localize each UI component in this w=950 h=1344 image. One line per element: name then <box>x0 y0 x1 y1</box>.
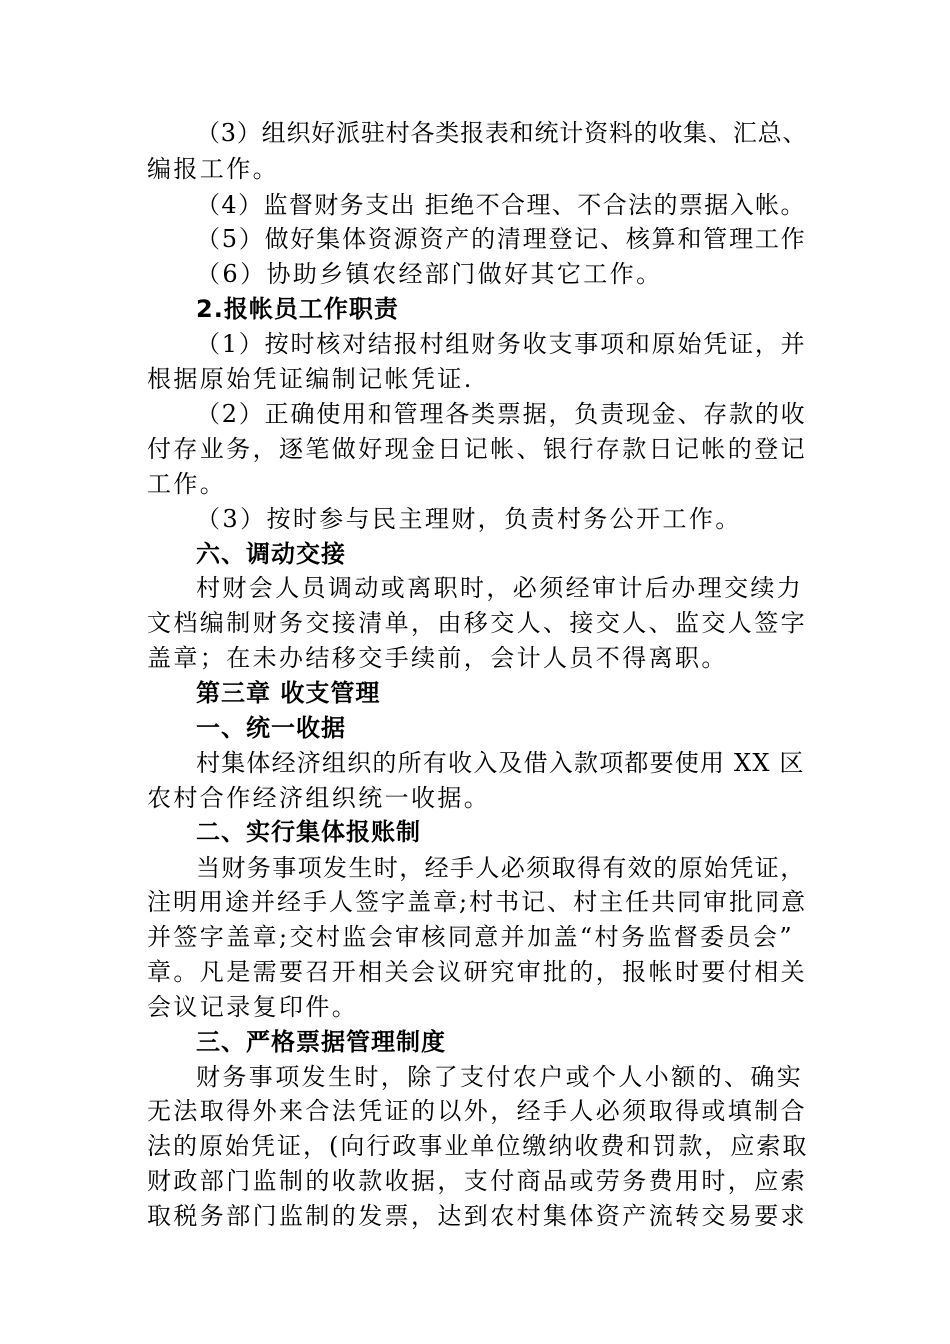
paragraph-line: （4）监督财务支出 拒绝不合理、不合法的票据入帐。 <box>196 191 806 219</box>
section-heading: 六、调动交接 <box>196 540 346 568</box>
section-heading: 2.报帐员工作职责 <box>196 295 399 323</box>
paragraph-line: 农村合作经济组织统一收据。 <box>147 784 491 812</box>
paragraph-line: 会议记录复印件。 <box>147 993 359 1021</box>
paragraph-line: （3）按时参与民主理财，负责村务公开工作。 <box>196 505 742 533</box>
paragraph-line: （5）做好集体资源资产的清理登记、核算和管理工作 <box>196 225 807 253</box>
paragraph-line: 取税务部门监制的发票，达到农村集体资产流转交易要求 <box>147 1202 807 1230</box>
paragraph-line: 财政部门监制的收款收据，支付商品或劳务费用时，应索 <box>147 1167 807 1195</box>
paragraph-line: 并签字盖章;交村监会审核同意并加盖“村务监督委员会” <box>147 923 795 951</box>
paragraph-line: 文档编制财务交接清单，由移交人、接交人、监交人签字 <box>147 609 807 637</box>
paragraph-line: 工作。 <box>147 470 227 498</box>
paragraph-line: 当财务事项发生时，经手人必须取得有效的原始凭证， <box>196 854 806 882</box>
paragraph-line: 法的原始凭证，(向行政事业单位缴纳收费和罚款，应索取 <box>147 1132 809 1160</box>
paragraph-line: 村财会人员调动或离职时，必须经审计后办理交续力 <box>196 574 804 602</box>
paragraph-line: 盖章；在未办结移交手续前，会计人员不得离职。 <box>147 644 728 672</box>
chapter-heading: 第三章 收支管理 <box>196 679 381 707</box>
paragraph-line: 章。凡是需要召开相关会议研究审批的，报帐时要付相关 <box>147 958 807 986</box>
paragraph-line: 编报工作。 <box>147 155 279 183</box>
paragraph-line: 付存业务，逐笔做好现金日记帐、银行存款日记帐的登记 <box>147 435 807 463</box>
paragraph-line: （2）正确使用和管理各类票据，负责现金、存款的收 <box>196 400 807 428</box>
paragraph-line: 财务事项发生时，除了支付农户或个人小额的、确实 <box>196 1063 804 1091</box>
paragraph-line: （1）按时核对结报村组财务收支事项和原始凭证，并 <box>196 330 807 358</box>
section-heading: 二、实行集体报账制 <box>196 818 421 846</box>
paragraph-line: （6）协助乡镇农经部门做好其它工作。 <box>196 260 663 288</box>
section-heading: 三、严格票据管理制度 <box>196 1028 446 1056</box>
paragraph-line: 村集体经济组织的所有收入及借入款项都要使用 XX 区 <box>196 749 805 777</box>
paragraph-line: 根据原始凭证编制记帐凭证. <box>147 365 474 393</box>
paragraph-line: 无法取得外来合法凭证的以外，经手人必须取得或填制合 <box>147 1097 807 1125</box>
section-heading: 一、统一收据 <box>196 714 346 742</box>
paragraph-line: 注明用途并经手人签字盖章;村书记、村主任共同审批同意 <box>147 888 808 916</box>
paragraph-line: （3）组织好派驻村各类报表和统计资料的收集、汇总、 <box>196 119 808 147</box>
